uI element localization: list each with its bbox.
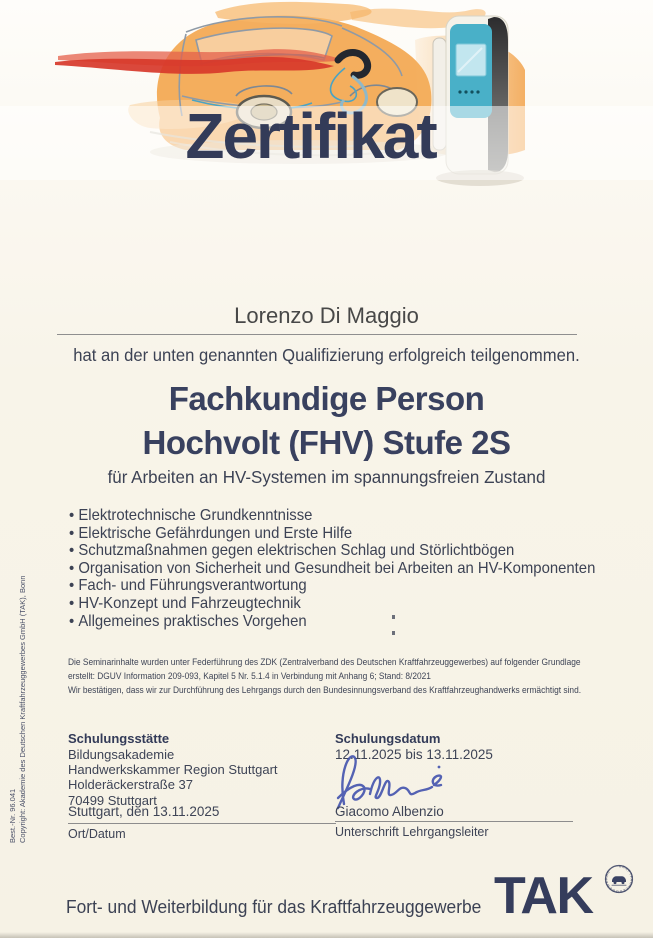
topic-item: • Schutzmaßnahmen gegen elektrischen Schlag und Störlichtbögen xyxy=(69,542,646,560)
training-date-label: Schulungsdatum xyxy=(335,731,441,746)
orange-wash-top-wisp xyxy=(215,2,372,24)
name-underline xyxy=(57,334,577,335)
topics-list xyxy=(69,507,646,630)
certificate-title: Zertifikat xyxy=(185,100,436,172)
training-site-line: 70499 Stuttgart xyxy=(68,792,157,808)
legal-line: Wir bestätigen, dass wir zur Durchführung des Lehrgangs durch den Bundesinnungsverband des Kraftfahrzeughandwerks ermächtigt sind. xyxy=(68,685,582,696)
course-title-line2: Hochvolt (FHV) Stufe 2S xyxy=(142,424,511,461)
signature-caption: Unterschrift Lehrgangsleiter xyxy=(335,825,489,839)
scan-artifact xyxy=(392,615,395,635)
training-site-line: Handwerkskammer Region Stuttgart xyxy=(68,762,278,778)
sidebar-meta xyxy=(8,576,27,844)
topic-item: • Elektrotechnische Grundkenntnisse xyxy=(69,507,646,525)
stamp-car-icon xyxy=(612,876,627,886)
signature xyxy=(328,746,463,812)
legal-text xyxy=(68,656,649,698)
topic-item: • HV-Konzept und Fahrzeugtechnik xyxy=(69,595,646,613)
stamp-ring-text: KRAFTFAHRZEUGGEWERBE xyxy=(604,864,634,894)
place-date-caption: Ort/Datum xyxy=(68,827,126,841)
order-number: Best.-Nr. 96.041 xyxy=(8,788,17,843)
training-site-line: Bildungsakademie xyxy=(68,747,175,762)
intro-line: hat an der unten genannten Qualifizierung erfolgreich teilgenommen. xyxy=(73,345,580,365)
place-date: Stuttgart, den 13.11.2025 xyxy=(68,804,220,819)
place-date-rule xyxy=(68,823,336,824)
topic-item: • Elektrische Gefährdungen und Erste Hilfe xyxy=(69,525,646,543)
tak-logo: TAK xyxy=(494,867,593,925)
signer-name: Giacomo Albenzio xyxy=(335,804,444,819)
scan-edge xyxy=(0,932,653,938)
course-title xyxy=(0,377,653,465)
signature-rule xyxy=(335,821,573,822)
training-site-address xyxy=(68,747,278,808)
course-subtitle: für Arbeiten an HV-Systemen im spannungsfreien Zustand xyxy=(107,467,546,487)
legal-line: Die Seminarinhalte wurden unter Federführung des ZDK (Zentralverband des Deutschen Kraftfahrzeuggewerbes) auf folgender Grundlage xyxy=(68,657,581,668)
topic-item: • Fach- und Führungsverantwortung xyxy=(69,577,646,595)
course-title-line1: Fachkundige Person xyxy=(168,380,485,417)
training-date-value: 12.11.2025 bis 13.11.2025 xyxy=(335,747,493,762)
recipient-name: Lorenzo Di Maggio xyxy=(234,303,419,328)
legal-line: erstellt: DGUV Information 209-093, Kapitel 5 Nr. 5.1.4 in Verbindung mit Anhang 6; Stand: 8/2021 xyxy=(68,671,431,682)
topic-item: • Organisation von Sicherheit und Gesundheit bei Arbeiten an HV-Komponenten xyxy=(69,560,646,578)
footer-tagline: Fort- und Weiterbildung für das Kraftfahrzeuggewerbe xyxy=(66,896,482,917)
training-site-label: Schulungsstätte xyxy=(68,731,170,746)
copyright-line: Copyright: Akademie des Deutschen Kraftfahrzeuggewerbes GmbH (TAK), Bonn xyxy=(17,575,27,843)
kraftfahrzeuggewerbe-stamp-icon xyxy=(603,863,635,895)
training-site-line: Holderäckerstraße 37 xyxy=(68,777,193,793)
topic-item: • Allgemeines praktisches Vorgehen xyxy=(69,613,646,631)
